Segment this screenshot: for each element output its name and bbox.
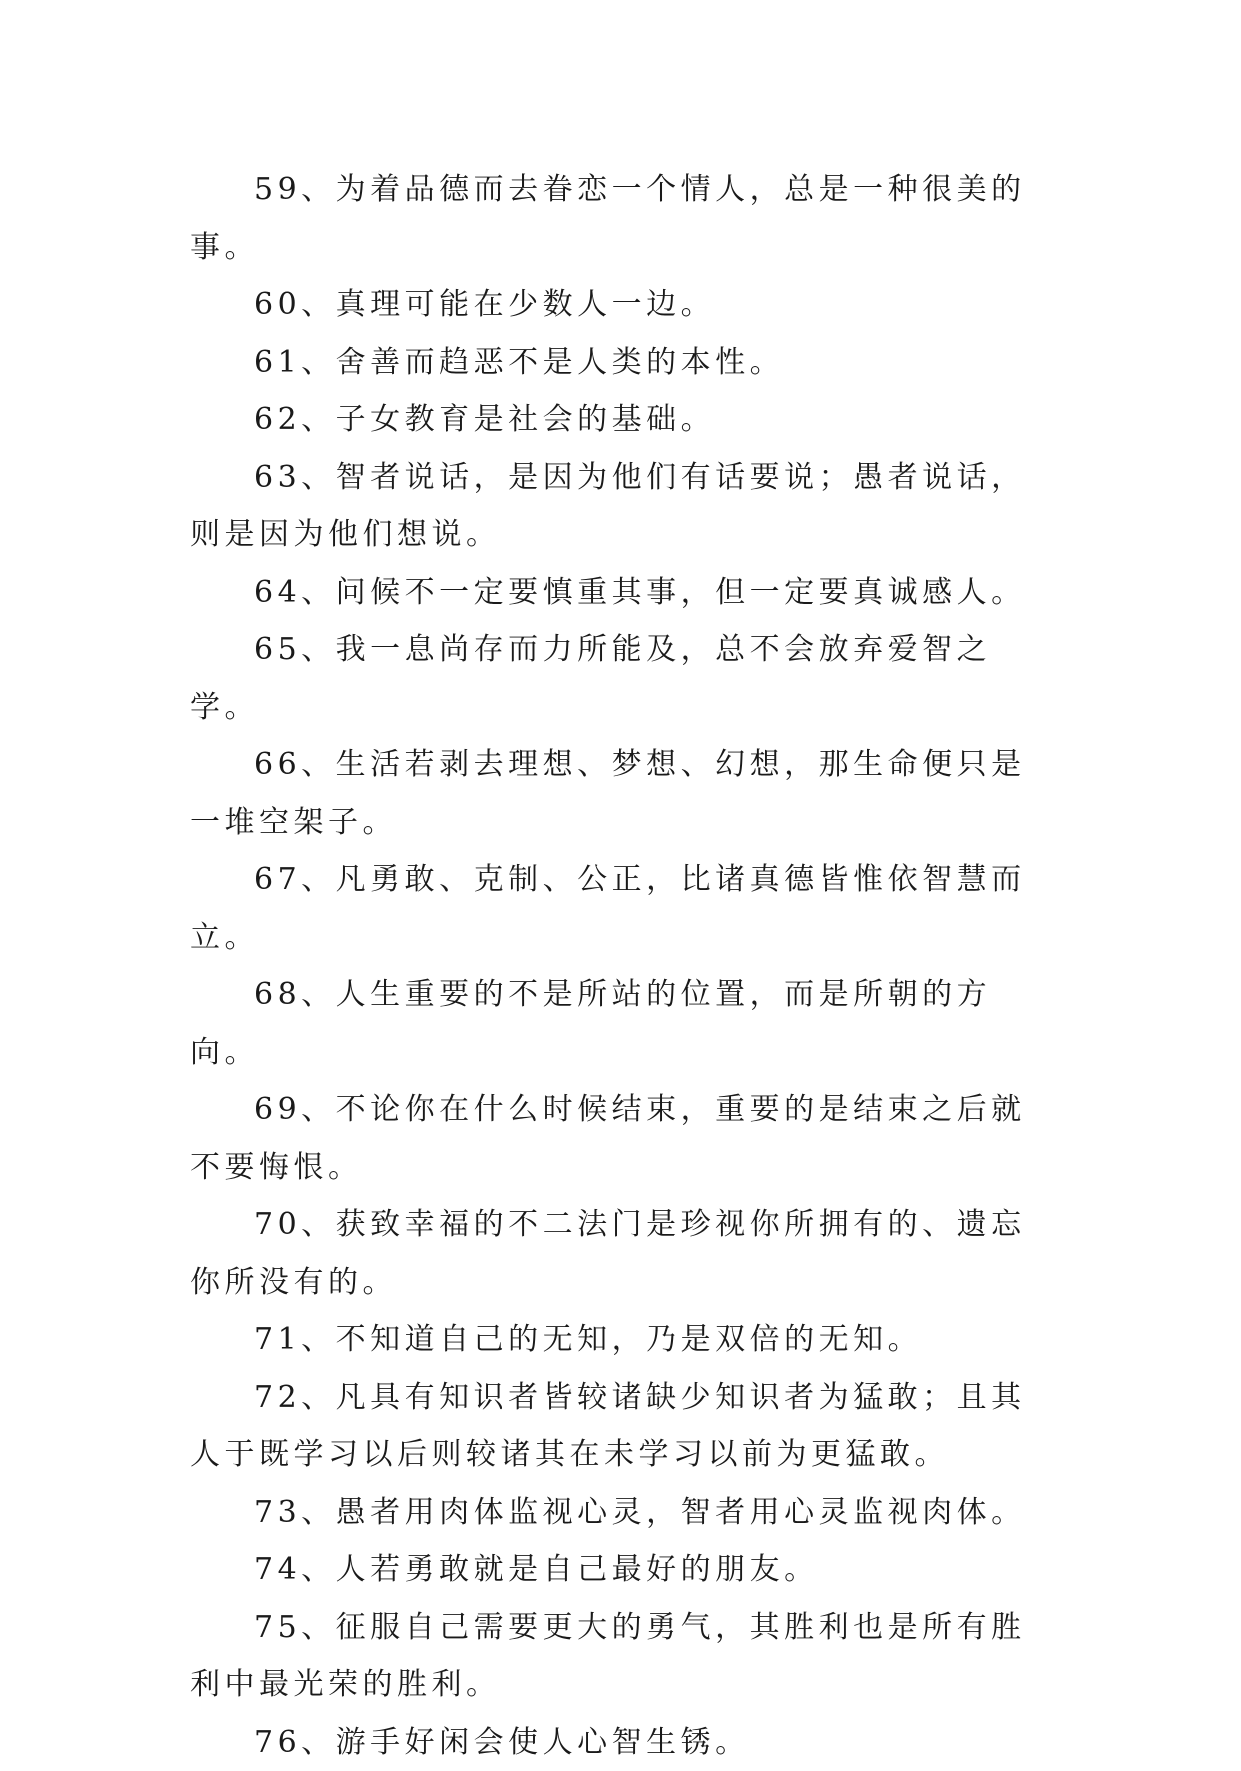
quote-63: 63、智者说话，是因为他们有话要说；愚者说话，则是因为他们想说。: [190, 449, 1056, 564]
quote-73: 73、愚者用肉体监视心灵，智者用心灵监视肉体。: [190, 1484, 1056, 1542]
quote-59: 59、为着品德而去眷恋一个情人，总是一种很美的事。: [190, 161, 1056, 276]
quote-72: 72、凡具有知识者皆较诸缺少知识者为猛敢；且其人于既学习以后则较诸其在未学习以前为更猛敢。: [190, 1369, 1056, 1484]
quote-70: 70、获致幸福的不二法门是珍视你所拥有的、遗忘你所没有的。: [190, 1196, 1056, 1311]
quote-60: 60、真理可能在少数人一边。: [190, 276, 1056, 334]
quote-62: 62、子女教育是社会的基础。: [190, 391, 1056, 449]
quote-64: 64、问候不一定要慎重其事，但一定要真诚感人。: [190, 564, 1056, 622]
quote-66: 66、生活若剥去理想、梦想、幻想，那生命便只是一堆空架子。: [190, 736, 1056, 851]
quote-74: 74、人若勇敢就是自己最好的朋友。: [190, 1541, 1056, 1599]
quote-75: 75、征服自己需要更大的勇气，其胜利也是所有胜利中最光荣的胜利。: [190, 1599, 1056, 1714]
quote-67: 67、凡勇敢、克制、公正，比诸真德皆惟依智慧而立。: [190, 851, 1056, 966]
quote-list: [190, 161, 1056, 1771]
quote-76: 76、游手好闲会使人心智生锈。: [190, 1714, 1056, 1771]
quote-69: 69、不论你在什么时候结束，重要的是结束之后就不要悔恨。: [190, 1081, 1056, 1196]
quote-71: 71、不知道自己的无知，乃是双倍的无知。: [190, 1311, 1056, 1369]
quote-68: 68、人生重要的不是所站的位置，而是所朝的方向。: [190, 966, 1056, 1081]
quote-61: 61、舍善而趋恶不是人类的本性。: [190, 334, 1056, 392]
quote-65: 65、我一息尚存而力所能及，总不会放弃爱智之学。: [190, 621, 1056, 736]
